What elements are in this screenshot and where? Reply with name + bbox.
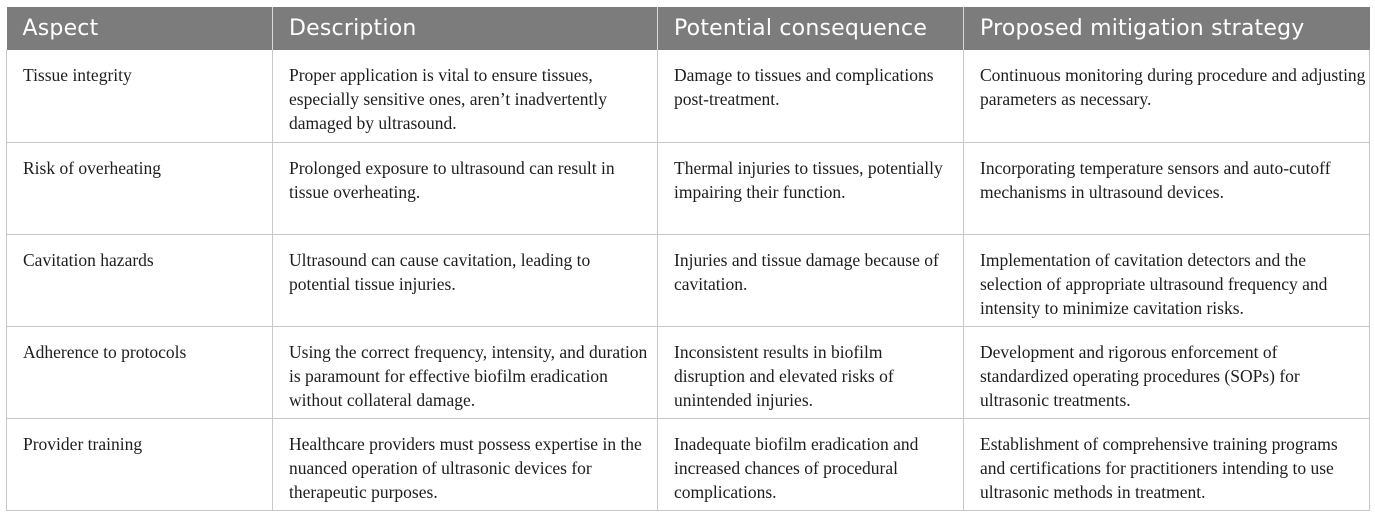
header-potential-consequence: Potential consequence xyxy=(658,7,964,50)
aspect-cell: Tissue integrity xyxy=(7,50,273,142)
description-cell: Using the correct frequency, intensity, and duration is paramount for effective biofilm eradication without collateral damage. xyxy=(273,326,658,418)
mitigation-cell: Continuous monitoring during procedure and adjusting parameters as necessary. xyxy=(964,50,1370,142)
aspect-cell: Cavitation hazards xyxy=(7,234,273,326)
table-header xyxy=(7,7,1370,50)
table-row xyxy=(7,142,1370,234)
mitigation-cell: Incorporating temperature sensors and auto-cutoff mechanisms in ultrasound devices. xyxy=(964,142,1370,234)
consequence-cell: Inconsistent results in biofilm disruption and elevated risks of unintended injuries. xyxy=(658,326,964,418)
table-row xyxy=(7,326,1370,418)
header-row xyxy=(7,7,1370,50)
aspect-cell: Risk of overheating xyxy=(7,142,273,234)
consequence-cell: Injuries and tissue damage because of cavitation. xyxy=(658,234,964,326)
header-description: Description xyxy=(273,7,658,50)
description-cell: Healthcare providers must possess expertise in the nuanced operation of ultrasonic devices for therapeutic purposes. xyxy=(273,418,658,510)
table-row xyxy=(7,234,1370,326)
risk-mitigation-table xyxy=(6,7,1370,511)
consequence-cell: Inadequate biofilm eradication and increased chances of procedural complications. xyxy=(658,418,964,510)
mitigation-cell: Development and rigorous enforcement of standardized operating procedures (SOPs) for ultrasonic treatments. xyxy=(964,326,1370,418)
consequence-cell: Thermal injuries to tissues, potentially impairing their function. xyxy=(658,142,964,234)
aspect-cell: Provider training xyxy=(7,418,273,510)
table-body xyxy=(7,50,1370,510)
table-row xyxy=(7,418,1370,510)
description-cell: Prolonged exposure to ultrasound can result in tissue overheating. xyxy=(273,142,658,234)
mitigation-cell: Implementation of cavitation detectors and the selection of appropriate ultrasound frequency and intensity to minimize cavitation risks. xyxy=(964,234,1370,326)
mitigation-cell: Establishment of comprehensive training programs and certifications for practitioners intending to use ultrasonic methods in treatment. xyxy=(964,418,1370,510)
consequence-cell: Damage to tissues and complications post-treatment. xyxy=(658,50,964,142)
description-cell: Ultrasound can cause cavitation, leading to potential tissue injuries. xyxy=(273,234,658,326)
header-aspect: Aspect xyxy=(7,7,273,50)
aspect-cell: Adherence to protocols xyxy=(7,326,273,418)
table-row xyxy=(7,50,1370,142)
header-mitigation-strategy: Proposed mitigation strategy xyxy=(964,7,1370,50)
description-cell: Proper application is vital to ensure tissues, especially sensitive ones, aren’t inadvertently damaged by ultrasound. xyxy=(273,50,658,142)
